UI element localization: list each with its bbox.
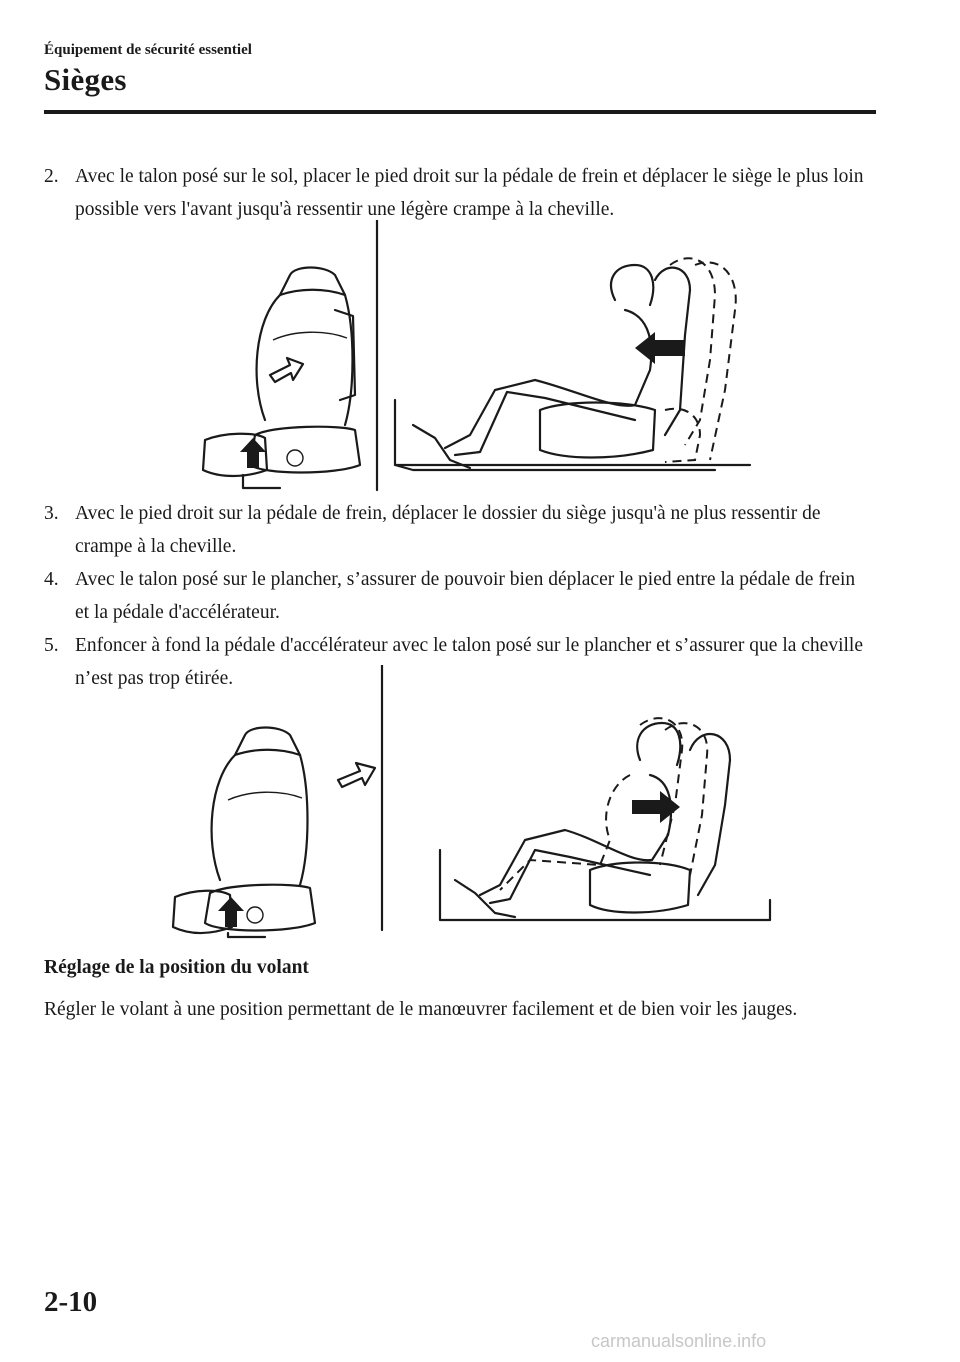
illustration-seatback-adjust [170, 665, 780, 940]
seat-lever-diagram [173, 728, 375, 938]
lever-up-arrow [240, 438, 266, 468]
illustration-seat-slide-forward [195, 220, 755, 495]
forward-arrow [635, 332, 685, 364]
step-text: Avec le talon posé sur le plancher, s’assurer de pouvoir bien déplacer le pied entre la pédale de frein et la pédale d'accélérateur. [75, 569, 856, 623]
step-text: Avec le pied droit sur la pédale de frein, déplacer le dossier du siège jusqu'à ne plus ressentir de crampe à la cheville. [75, 503, 821, 557]
step-3 [44, 497, 864, 563]
driver-posture-diagram [395, 258, 750, 470]
page-number: 2-10 [44, 1286, 98, 1318]
watermark: carmanualsonline.info [591, 1331, 767, 1351]
lever-up-arrow [218, 897, 244, 927]
header-rule [44, 110, 876, 114]
step-number: 2. [44, 166, 59, 187]
step-text: Avec le talon posé sur le sol, placer le pied droit sur la pédale de frein et déplacer le siège le plus loin possible vers l'avant jusqu'à ressentir une légère crampe à la cheville. [75, 166, 864, 220]
backward-arrow [632, 791, 680, 823]
step-number: 4. [44, 569, 59, 590]
step-4 [44, 563, 864, 629]
driver-posture-diagram [440, 718, 770, 920]
step-number: 3. [44, 503, 59, 524]
step-text: Enfoncer à fond la pédale d'accélérateur avec le talon posé sur le plancher et s’assurer que la cheville n’est pas trop étirée. [75, 635, 863, 689]
step-2 [44, 160, 864, 226]
seat-lever-diagram [203, 268, 360, 489]
body-paragraph: Régler le volant à une position permettant de le manœuvrer facilement et de bien voir les jauges. [44, 999, 798, 1020]
section-label: Équipement de sécurité essentiel [44, 42, 252, 58]
subheading: Réglage de la position du volant [44, 957, 309, 978]
step-number: 5. [44, 635, 59, 656]
page-title: Sièges [44, 62, 127, 97]
